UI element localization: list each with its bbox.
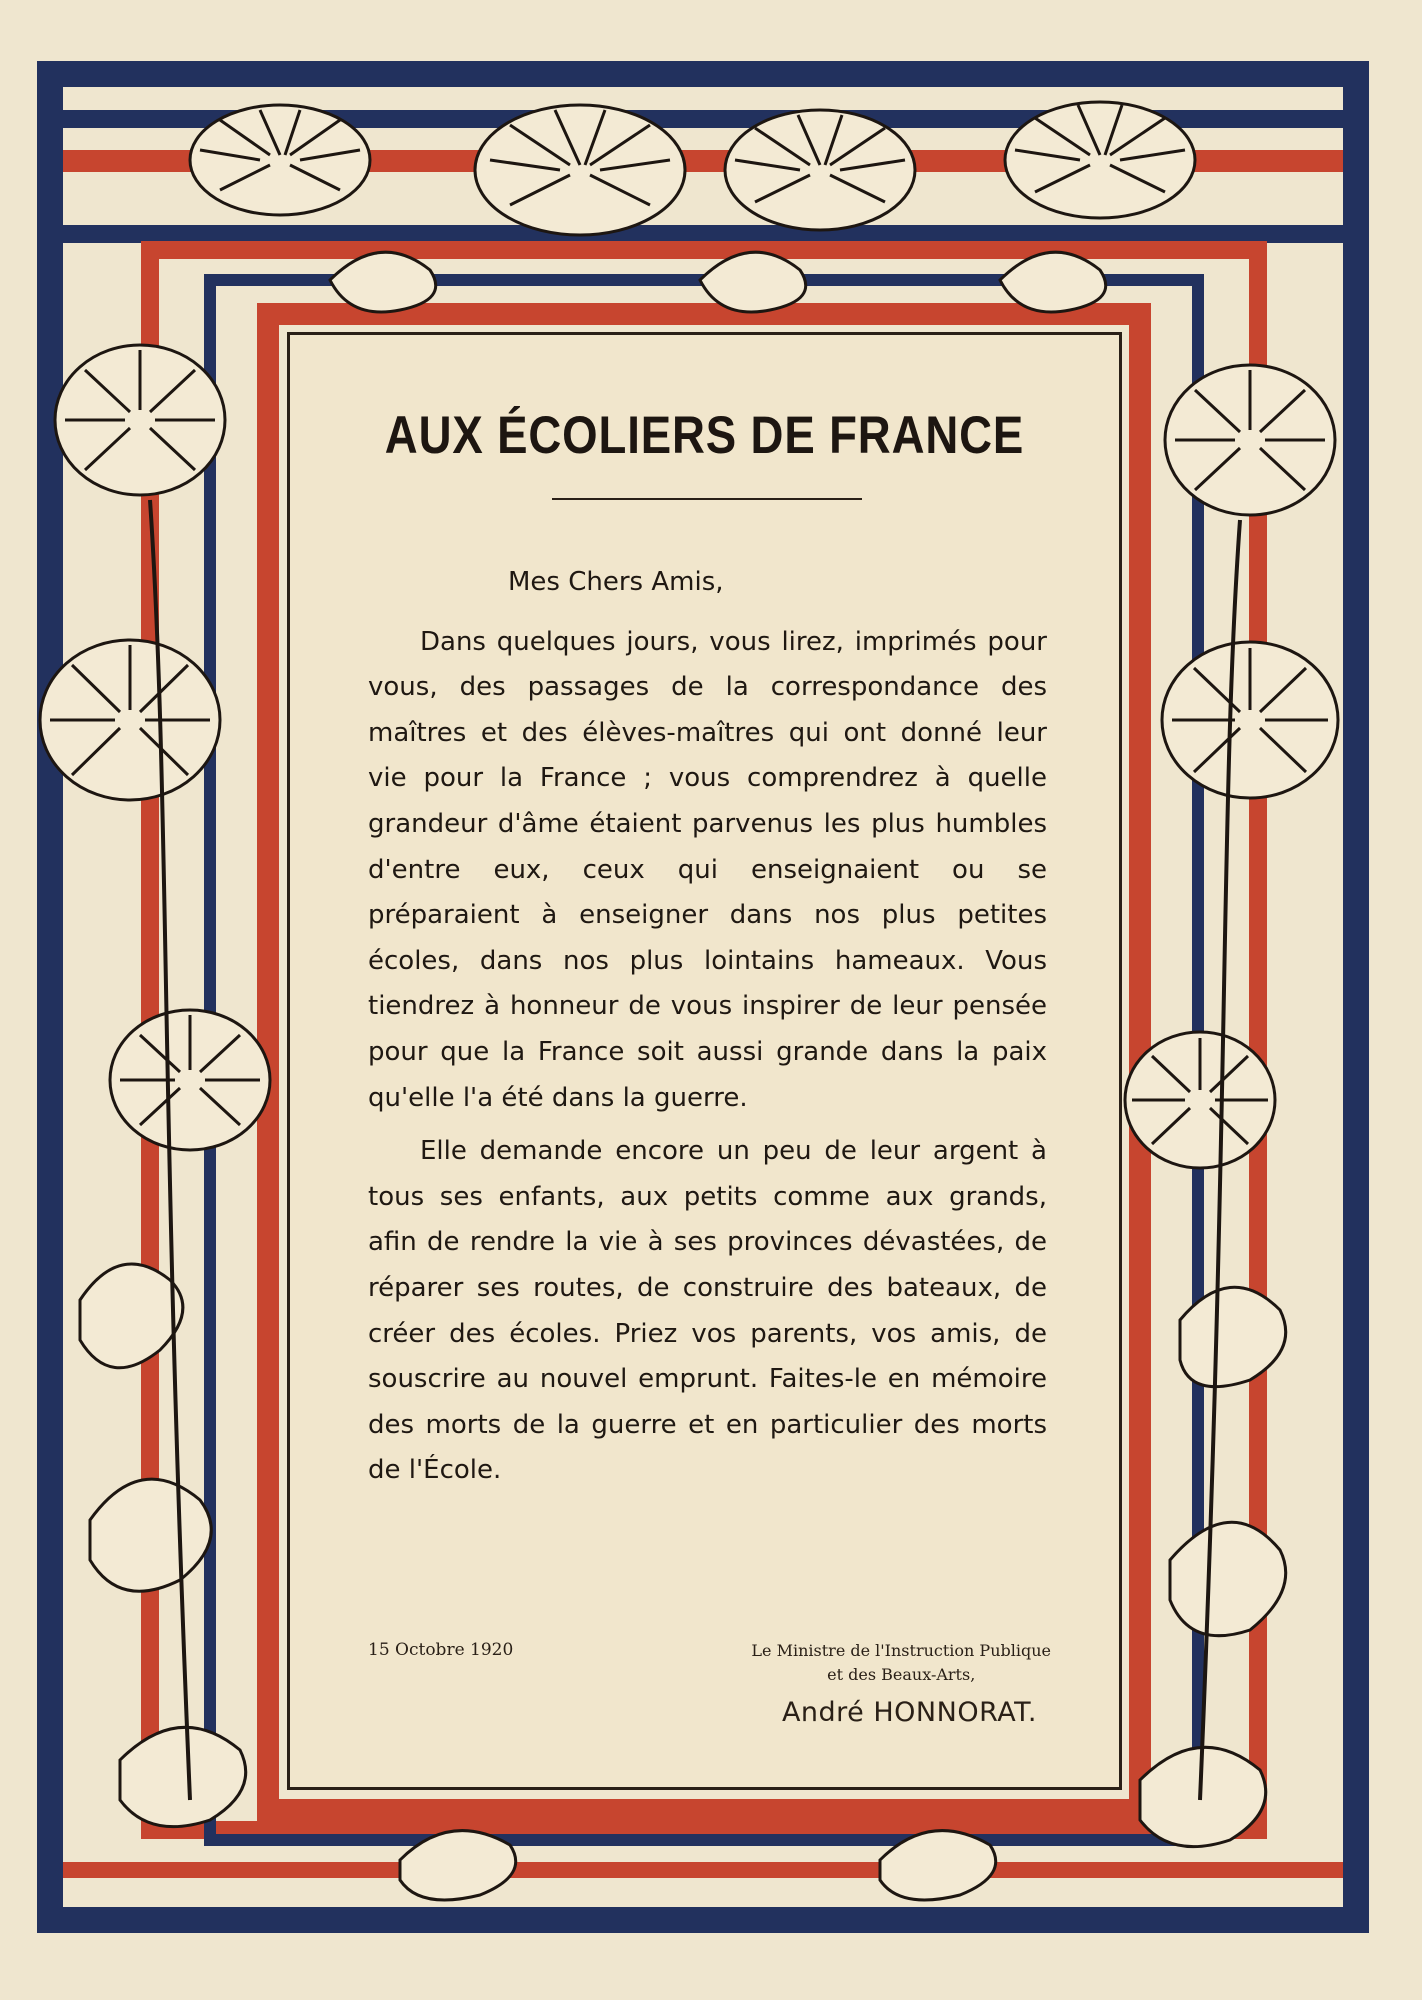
chrysanthemum-flower — [190, 105, 370, 215]
acanthus-leaf — [1180, 1287, 1286, 1386]
paragraph-1: Dans quelques jours, vous lirez, imprimés pour vous, des passages de la correspondance des maîtres et des élèves-maîtres qui ont donné leur vie pour la France ; vous comprendrez à quelle grandeur d'âme étaient parvenus les plus humbles d'entre eux, ceux qui enseignaient ou se préparaient à enseigner dans nos plus petites écoles, dans nos plus lointains hameaux. Vous tiendrez à honneur de vous inspirer de leur pensée pour que la France soit aussi grande dans la paix qu'elle l'a été dans la guerre. — [368, 626, 1047, 1113]
chrysanthemum-flower — [1005, 102, 1195, 218]
salutation: Mes Chers Amis, — [508, 567, 724, 597]
acanthus-leaf — [90, 1479, 211, 1591]
text-panel — [287, 332, 1122, 1790]
minister-line-2: et des Beaux-Arts, — [827, 1665, 976, 1684]
acanthus-leaf — [80, 1264, 183, 1368]
paragraph-2: Elle demande encore un peu de leur argent à tous ses enfants, aux petits comme aux grands, afin de rendre la vie à ses provinces dévastées, de réparer ses routes, de construire des bateaux, de créer des écoles. Priez vos parents, vos amis, de souscrire au nouvel emprunt. Faites-le en mémoire des morts de la guerre et en particulier des morts de l'École. — [368, 1136, 1047, 1486]
chrysanthemum-flower — [110, 1010, 270, 1150]
minister-line-1: Le Ministre de l'Instruction Publique — [751, 1641, 1051, 1660]
chrysanthemum-flower — [40, 640, 220, 800]
signature: André HONNORAT. — [781, 1697, 1037, 1728]
chrysanthemum-flower — [725, 110, 915, 230]
minister-title — [751, 1639, 1051, 1687]
chrysanthemum-flower — [55, 345, 225, 495]
top-blue-stripe-2 — [63, 225, 1343, 243]
title-rule — [552, 498, 862, 500]
chrysanthemum-flower — [1162, 642, 1338, 798]
bottom-red-stripe — [63, 1862, 1343, 1878]
acanthus-leaf — [1170, 1522, 1286, 1635]
acanthus-leaf — [120, 1727, 246, 1826]
date: 15 Octobre 1920 — [368, 1640, 514, 1660]
letter-body — [368, 560, 1047, 1502]
chrysanthemum-flower — [1165, 365, 1335, 515]
poster-title: AUX ÉCOLIERS DE FRANCE — [384, 406, 1025, 465]
chrysanthemum-flower — [475, 105, 685, 235]
chrysanthemum-flower — [1125, 1032, 1275, 1168]
